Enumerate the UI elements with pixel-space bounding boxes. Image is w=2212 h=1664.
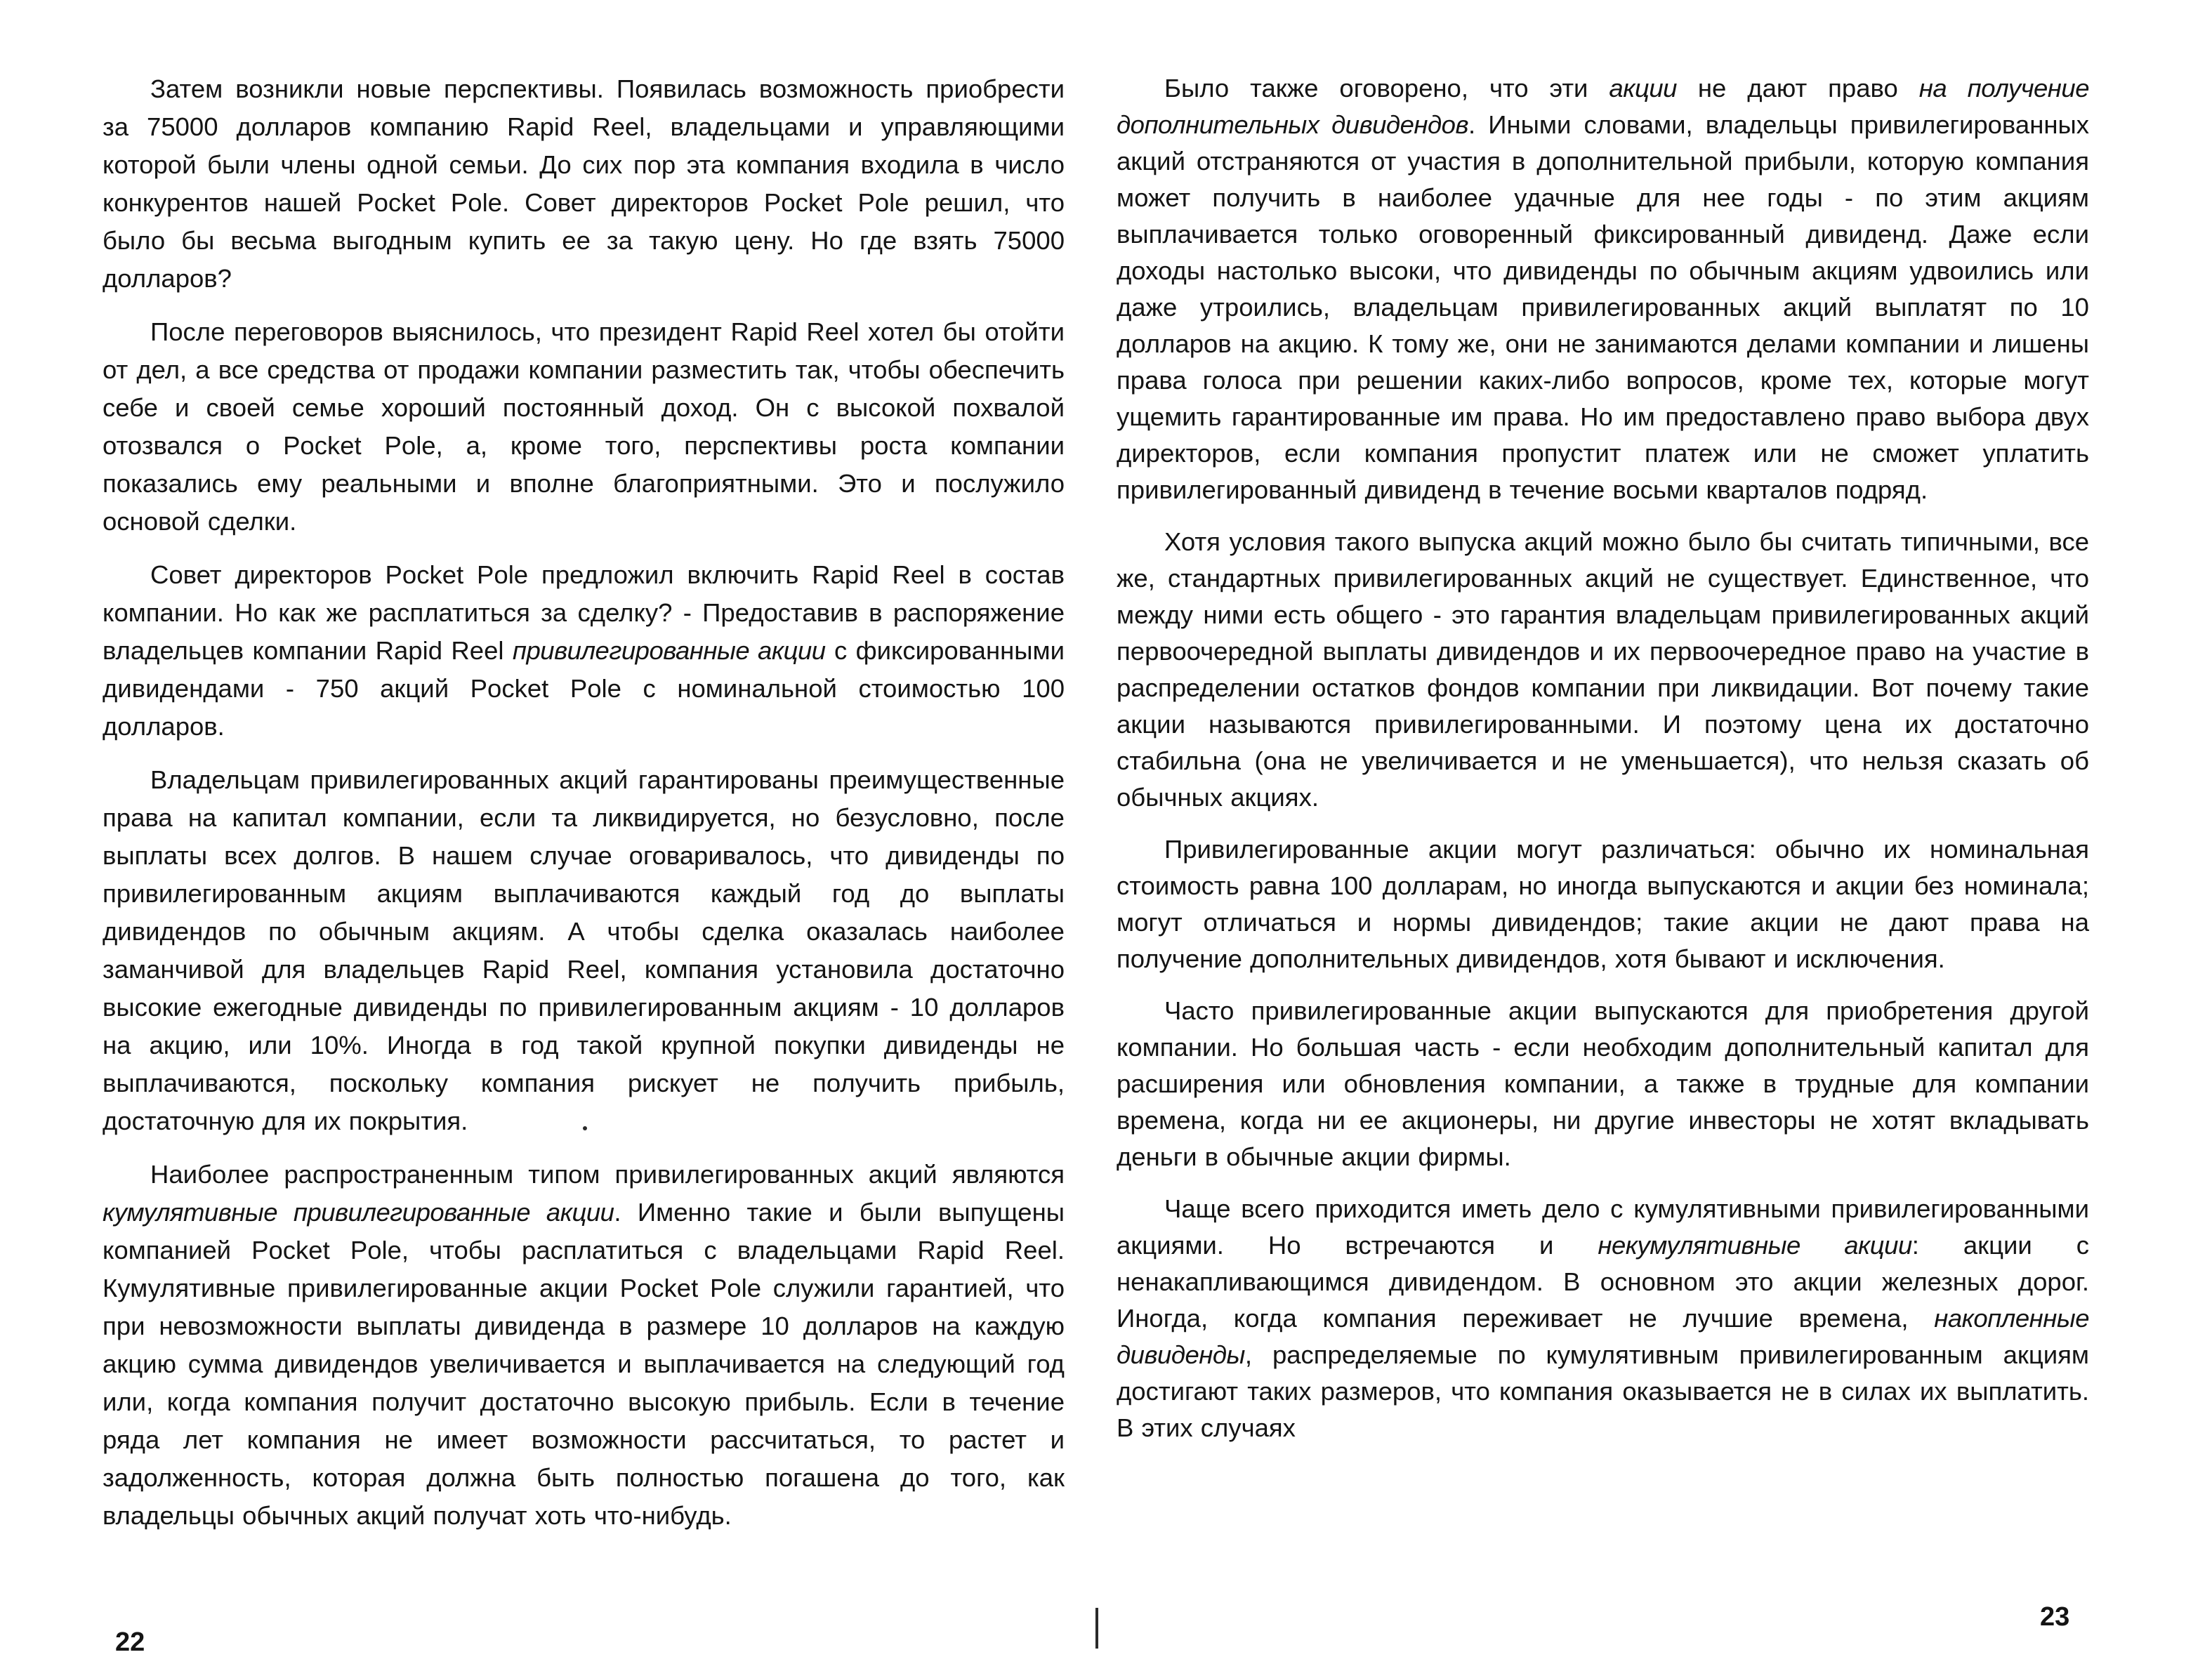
paragraph-text: . Иными словами, владельцы привилегированных акций отстраняются от участия в дополнительной прибыли, которую компания может получить в наиболее удачные для нее годы - по этим акциям выплачивается только оговоренный фиксированный дивиденд. Даже если доходы настолько высоки, что дивиденды по обычным акциям удвоились или даже утроились, владельцам привилегированных акций выплатят по 10 долларов на акцию. К тому же, они не занимаются делами компании и лишены права голоса при решении каких-либо вопросов, кроме тех, которые могут ущемить гарантированные им права. Но им предоставлено право выбора двух директоров, если компания пропустит платеж или не сможет уплатить привилегированный дивиденд в течение восьми кварталов подряд. [1117, 110, 2090, 504]
italic-term: накопленные дивиденды [1117, 1304, 2089, 1369]
paragraph-text: не дают право [1676, 74, 1919, 103]
italic-term: кумулятивные привилегированные акции [103, 1198, 614, 1227]
paragraph-text: Чаще всего приходится иметь дело с кумулятивными привилегированными акциями. Но встречаются и [1117, 1194, 2089, 1260]
left-page [103, 70, 1065, 1601]
paragraph-text: : акции с ненакапливающимся дивидендом. В основном это акции железных дорог. Иногда, когда компания переживает не лучшие времена, [1117, 1231, 2090, 1333]
paragraph-text: Наиболее распространенным типом привилегированных акций являются [150, 1160, 1065, 1189]
paragraph: Владельцам привилегированных акций гарантированы преимущественные права на капитал компании, если та ликвидируется, но безусловно, после выплаты всех долгов. В нашем случае оговаривалось, что дивиденды по привилегированным акциям выплачиваются каждый год до выплаты дивидендов по обычным акциям. А чтобы сделка оказалась наиболее заманчивой для владельцев Rapid Reel, компания установила достаточно высокие ежегодные дивиденды по привилегированным акциям - 10 долларов на акцию, или 10%. Иногда в год такой крупной покупки дивиденды не выплачиваются, поскольку компания рискует не получить прибыль, достаточную для их покрытия. [103, 765, 1065, 1135]
paragraph [1117, 1191, 2089, 1446]
paragraph: Затем возникли новые перспективы. Появилась возможность приобрести за 75000 долларов компанию Rapid Reel, владельцами и управляющими которой были члены одной семьи. До сих пор эта компания входила в число конкурентов нашей Pocket Pole. Совет директоров Pocket Pole решил, что было бы весьма выгодным купить ее за такую цену. Но где взять 75000 долларов? [103, 74, 1065, 293]
gutter-mark [1095, 1608, 1098, 1649]
paragraph-text: . Именно такие и были выпущены компанией Pocket Pole, чтобы расплатиться с владельцами Rapid Reel. Кумулятивные привилегированные акции Pocket Pole служили гарантией, что при невозможности выплаты дивиденда в размере 10 долларов на каждую акцию сумма дивидендов увеличивается и выплачивается на следующий год или, когда компания получит достаточно высокую прибыль. Если в течение ряда лет компания не имеет возможности рассчитаться, то растет и задолженность, которая должна быть полностью погашена до того, как владельцы обычных акций получат хоть что-нибудь. [103, 1198, 1065, 1530]
paragraph: После переговоров выяснилось, что президент Rapid Reel хотел бы отойти от дел, а все средства от продажи компании разместить так, чтобы обеспечить себе и своей семье хороший постоянный доход. Он с высокой похвалой отозвался о Pocket Pole, а, кроме того, перспективы роста компании показались ему реальными и вполне благоприятными. Это и послужило основой сделки. [103, 317, 1065, 536]
page-number-left: 22 [115, 1627, 145, 1657]
italic-term: некумулятивные акции [1598, 1231, 1912, 1260]
paragraph: Хотя условия такого выпуска акций можно было бы считать типичными, все же, стандартных привилегированных акций не существует. Единственное, что между ними есть общего - это гарантия владельцам привилегированных акций первоочередной выплаты дивидендов и их первоочередное право на участие в распределении остатков фондов компании при ликвидации. Вот почему такие акции называются привилегированными. И поэтому цена их достаточно стабильна (она не увеличивается и не уменьшается), что нельзя сказать об обычных акциях. [1117, 527, 2089, 812]
italic-term: акции [1609, 74, 1677, 103]
paragraph-text: с фиксированными дивидендами - 750 акций Pocket Pole с номинальной стоимостью 100 долларов. [103, 636, 1065, 741]
paragraph-text: , распределяемые по кумулятивным привилегированным акциям достигают таких размеров, что компания оказывается не в силах их выплатить. В этих случаях [1117, 1340, 2089, 1442]
paragraph-text: Совет директоров Pocket Pole предложил включить Rapid Reel в состав компании. Но как же расплатиться за сделку? - Предоставив в распоряжение владельцев компании Rapid Reel [103, 560, 1065, 665]
right-page [1117, 70, 2089, 1601]
paragraph [103, 556, 1065, 746]
paragraph-text: Было также оговорено, что эти [1164, 74, 1609, 103]
italic-term: привилегированные акции [512, 636, 826, 665]
paragraph [103, 1156, 1065, 1535]
paragraph: Часто привилегированные акции выпускаются для приобретения другой компании. Но большая часть - если необходим дополнительный капитал для расширения или обновления компании, а также в трудные для компании времена, когда ни ее акционеры, ни другие инвесторы не хотят вкладывать деньги в обычные акции фирмы. [1117, 996, 2089, 1171]
paragraph: Привилегированные акции могут различаться: обычно их номинальная стоимость равна 100 долларам, но иногда выпускаются и акции без номинала; могут отличаться и нормы дивидендов; такие акции не дают права на получение дополнительных дивидендов, хотя бывают и исключения. [1117, 835, 2089, 973]
page-number-right: 23 [2040, 1602, 2070, 1632]
paragraph [1117, 70, 2089, 508]
italic-term: на получение дополнительных дивидендов [1117, 74, 2089, 139]
print-speck [583, 1126, 587, 1130]
